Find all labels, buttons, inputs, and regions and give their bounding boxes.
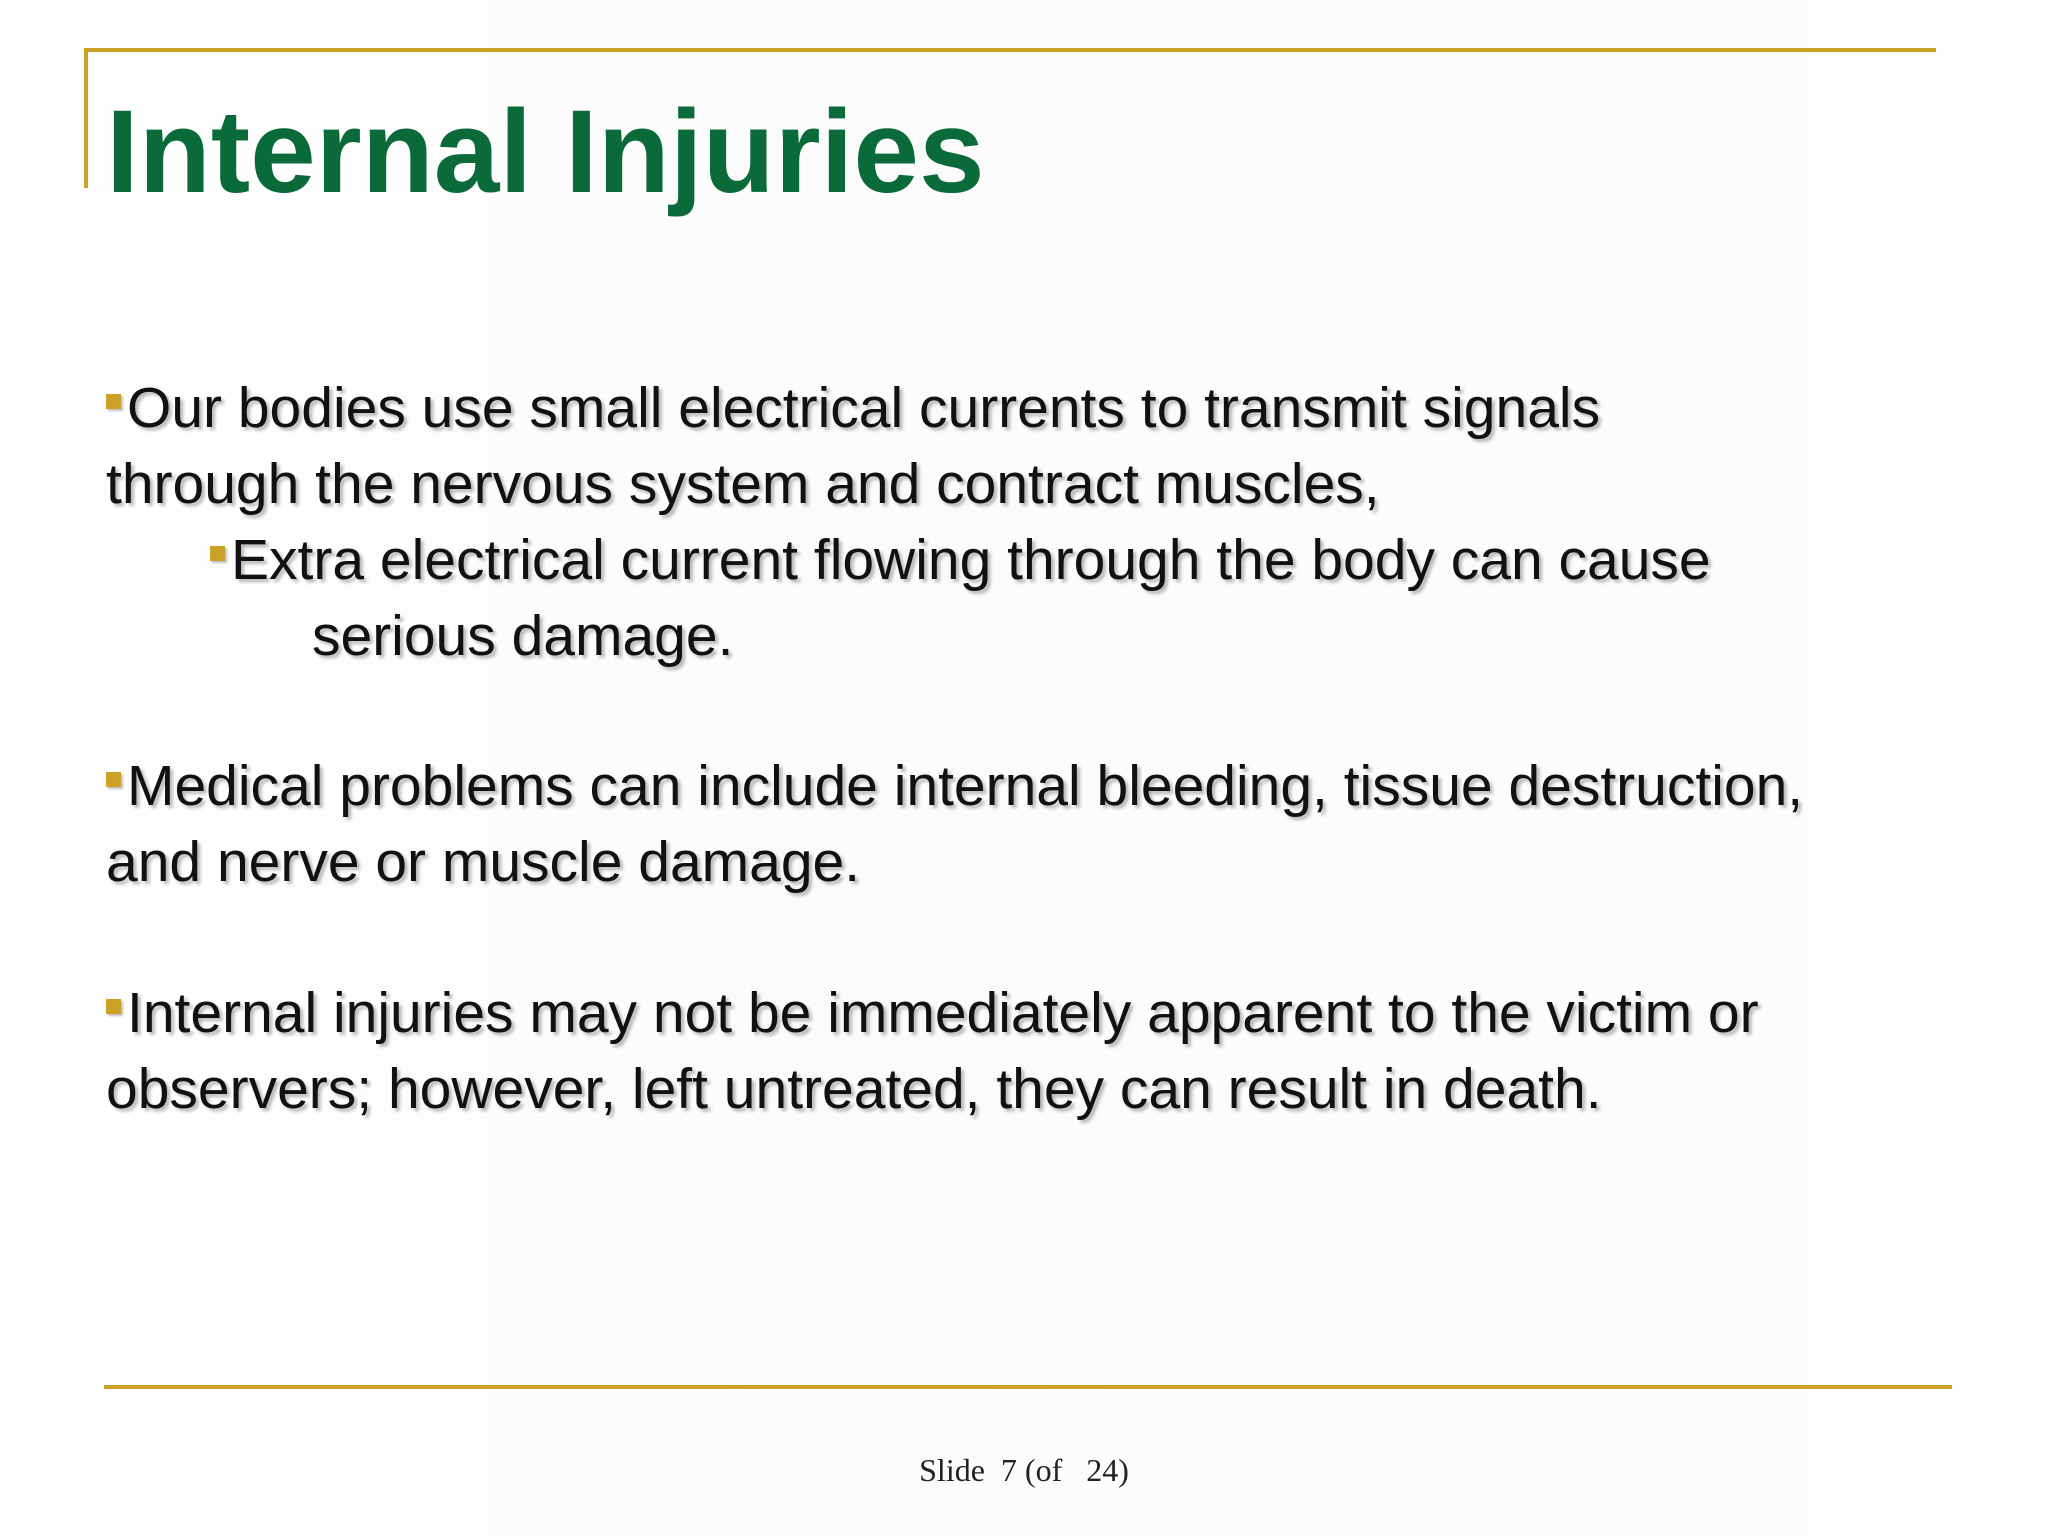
slide-number-footer: Slide 7 (of 24) [919, 1452, 1129, 1488]
slide-title: Internal Injuries [106, 86, 985, 218]
square-bullet-icon [210, 546, 225, 561]
sub-bullet-1-line-2: serious damage. [312, 604, 734, 668]
bullet-item-3 [106, 975, 2006, 1127]
sub-bullet-1-line-1: Extra electrical current flowing through the body can cause [231, 528, 1711, 592]
bullet-1-line-2: through the nervous system and contract muscles, [106, 452, 1380, 516]
bullet-2-line-1: Medical problems can include internal bleeding, tissue destruction, [127, 754, 1804, 818]
bullet-3-line-1: Internal injuries may not be immediately apparent to the victim or [127, 981, 1759, 1045]
bullet-item-2 [106, 748, 2006, 900]
title-frame-left-rule [84, 48, 88, 188]
footer-rule [104, 1385, 1952, 1389]
square-bullet-icon [106, 394, 121, 409]
bullet-2-line-2: and nerve or muscle damage. [106, 830, 861, 894]
sub-bullet-item-1 [210, 522, 2048, 674]
bullet-item-1 [106, 370, 2006, 522]
square-bullet-icon [106, 772, 121, 787]
bullet-1-line-1: Our bodies use small electrical currents to transmit signals [127, 376, 1601, 440]
square-bullet-icon [106, 999, 121, 1014]
title-frame-top-rule [84, 48, 1936, 52]
bullet-3-line-2: observers; however, left untreated, they can result in death. [106, 1057, 1602, 1121]
